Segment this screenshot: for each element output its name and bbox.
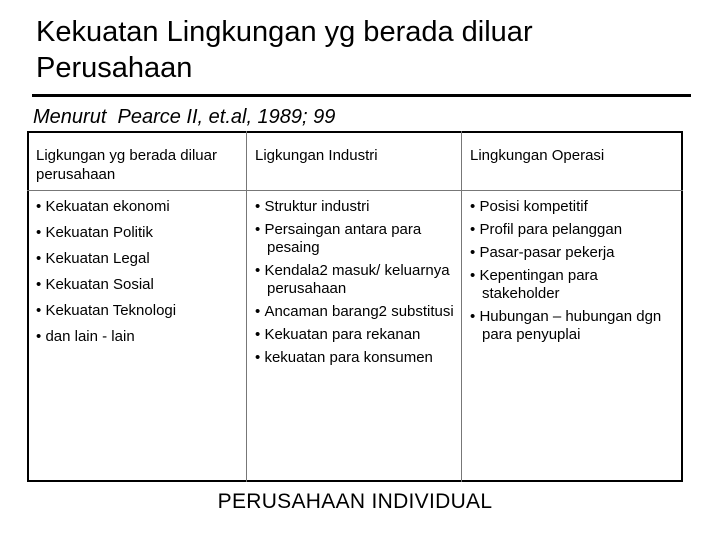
footer-label: PERUSAHAAN INDIVIDUAL (217, 490, 493, 513)
list-item: • Pasar-pasar pekerja (470, 244, 615, 261)
list-item: • Kendala2 masuk/ keluarnya perusahaan (255, 262, 450, 297)
column-header-external: Ligkungan yg berada diluar perusahaan (36, 147, 217, 183)
list-item: • Profil para pelanggan (470, 221, 623, 238)
subtitle: Menurut Pearce II, et.al, 1989; 99 (33, 106, 336, 128)
column-divider-2 (461, 131, 462, 482)
list-item: • Posisi kompetitif (470, 198, 588, 215)
list-item: • Kepentingan para stakeholder (470, 267, 598, 302)
list-item: • Persaingan antara para pesaing (255, 221, 422, 256)
title-line-2: Perusahaan (36, 52, 193, 84)
column-divider-1 (246, 131, 247, 482)
list-item: • Kekuatan ekonomi (36, 198, 170, 215)
list-item: • Kekuatan Teknologi (36, 302, 177, 319)
title-line-1: Kekuatan Lingkungan yg berada diluar (36, 16, 533, 48)
list-industry (255, 198, 455, 372)
list-external (36, 198, 241, 354)
list-item: • dan lain - lain (36, 328, 135, 345)
list-item: • Kekuatan Politik (36, 224, 154, 241)
list-item: • Struktur industri (255, 198, 370, 215)
title-divider (32, 94, 691, 97)
list-item: • Kekuatan Sosial (36, 276, 154, 293)
column-header-operations: Lingkungan Operasi (470, 147, 605, 164)
list-operations (470, 198, 675, 349)
page-title (36, 14, 696, 86)
list-item: • Kekuatan para rekanan (255, 326, 421, 343)
list-item: • Ancaman barang2 substitusi (255, 303, 454, 320)
list-item: • Hubungan – hubungan dgn para penyuplai (470, 308, 662, 343)
column-header-industry: Ligkungan Industri (255, 147, 378, 164)
header-divider (27, 190, 683, 191)
list-item: • Kekuatan Legal (36, 250, 150, 267)
list-item: • kekuatan para konsumen (255, 349, 433, 366)
